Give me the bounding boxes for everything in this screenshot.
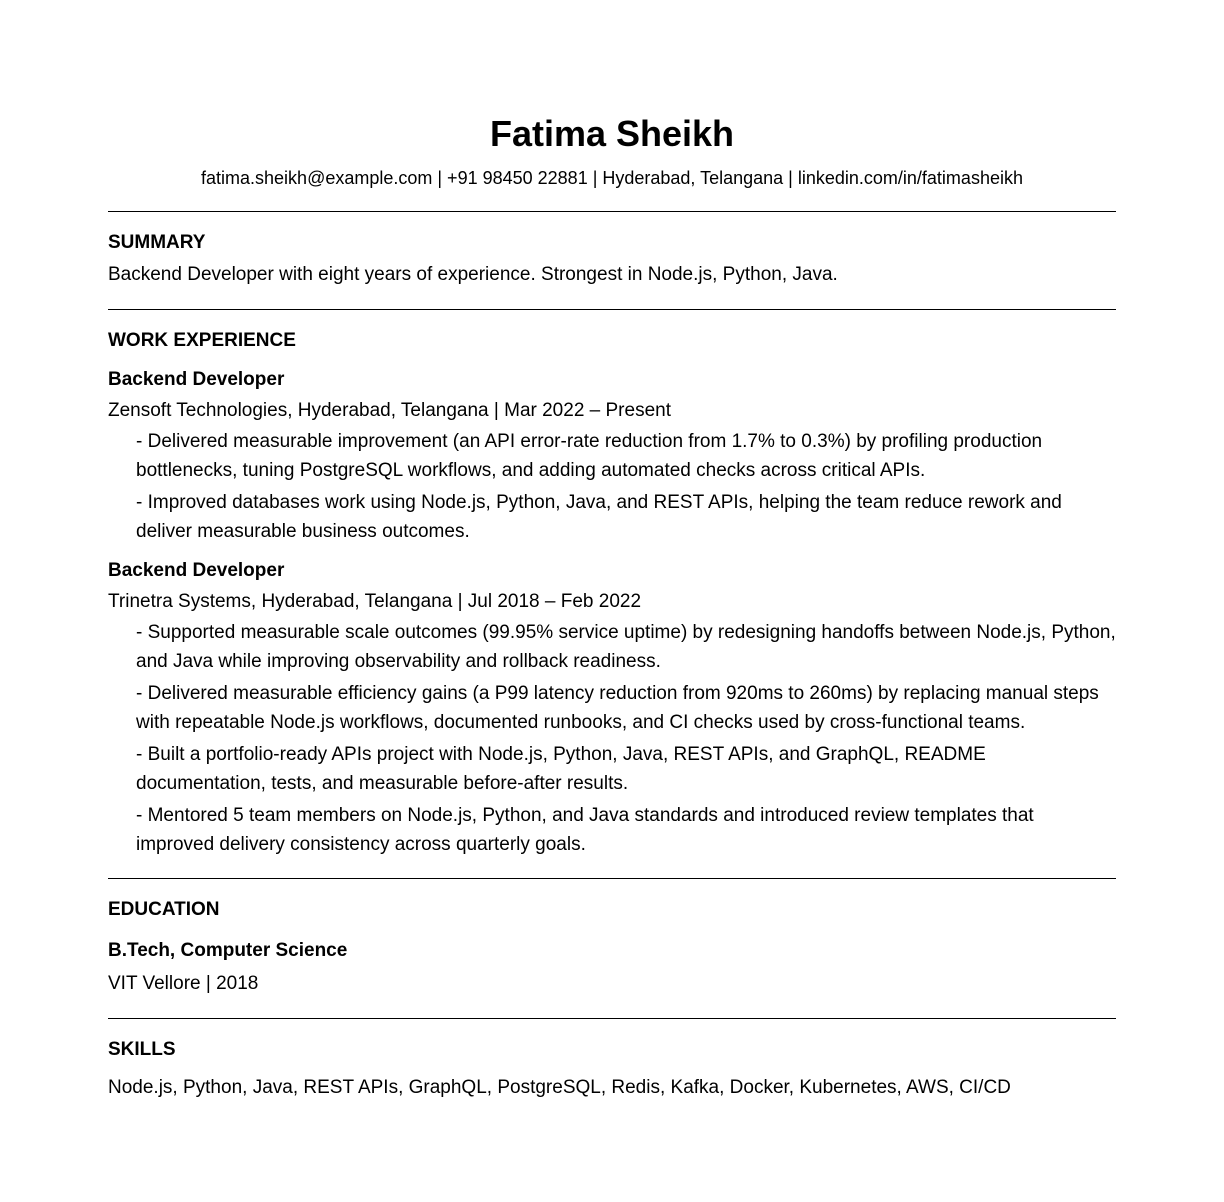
summary-heading: SUMMARY <box>108 232 206 253</box>
education-degree: B.Tech, Computer Science <box>108 940 348 961</box>
job-company-dates: Trinetra Systems, Hyderabad, Telangana | Jul 2018 – Feb 2022 <box>108 591 642 612</box>
summary-text: Backend Developer with eight years of experience. Strongest in Node.js, Python, Java. <box>108 264 838 285</box>
work-experience-section <box>108 310 1116 878</box>
skills-heading: SKILLS <box>108 1039 176 1060</box>
job-title: Backend Developer <box>108 369 285 390</box>
job-bullet: - Delivered measurable improvement (an API error-rate reduction from 1.7% to 0.3%) by profiling production bottlenecks, tuning PostgreSQL workflows, and adding automated checks across critical APIs. <box>136 431 1043 481</box>
work-experience-heading: WORK EXPERIENCE <box>108 330 296 351</box>
job-bullet: - Mentored 5 team members on Node.js, Python, and Java standards and introduced review templates that improved delivery consistency across quarterly goals. <box>136 805 1034 855</box>
summary-section <box>108 212 1116 309</box>
job-bullet: - Built a portfolio-ready APIs project with Node.js, Python, Java, REST APIs, and GraphQL, README documentation, tests, and measurable before-after results. <box>136 744 986 794</box>
skills-list: Node.js, Python, Java, REST APIs, GraphQL, PostgreSQL, Redis, Kafka, Docker, Kubernetes, AWS, CI/CD <box>108 1077 1011 1098</box>
job-title: Backend Developer <box>108 560 285 581</box>
job-bullet: - Improved databases work using Node.js, Python, Java, and REST APIs, helping the team reduce rework and deliver measurable business outcomes. <box>136 492 1062 542</box>
job-entry <box>108 558 1116 859</box>
job-company-dates: Zensoft Technologies, Hyderabad, Telangana | Mar 2022 – Present <box>108 400 671 421</box>
education-section <box>108 879 1116 1018</box>
education-entry <box>108 938 1116 1018</box>
job-bullets <box>108 618 1116 859</box>
candidate-name: Fatima Sheikh <box>489 113 735 154</box>
job-bullets <box>108 427 1116 546</box>
skills-section <box>108 1019 1116 1102</box>
education-school-year: VIT Vellore | 2018 <box>108 973 259 994</box>
contact-line: fatima.sheikh@example.com | +91 98450 22881 | Hyderabad, Telangana | linkedin.com/in/fatimasheikh <box>201 168 1023 188</box>
job-bullet: - Supported measurable scale outcomes (99.95% service uptime) by redesigning handoffs between Node.js, Python, and Java while improving observability and rollback readiness. <box>136 622 1116 672</box>
job-entry <box>108 367 1116 546</box>
education-heading: EDUCATION <box>108 899 220 920</box>
job-bullet: - Delivered measurable efficiency gains (a P99 latency reduction from 920ms to 260ms) by replacing manual steps with repeatable Node.js workflows, documented runbooks, and CI checks used by cross-functional teams. <box>136 683 1099 733</box>
resume-page <box>108 0 1116 1102</box>
